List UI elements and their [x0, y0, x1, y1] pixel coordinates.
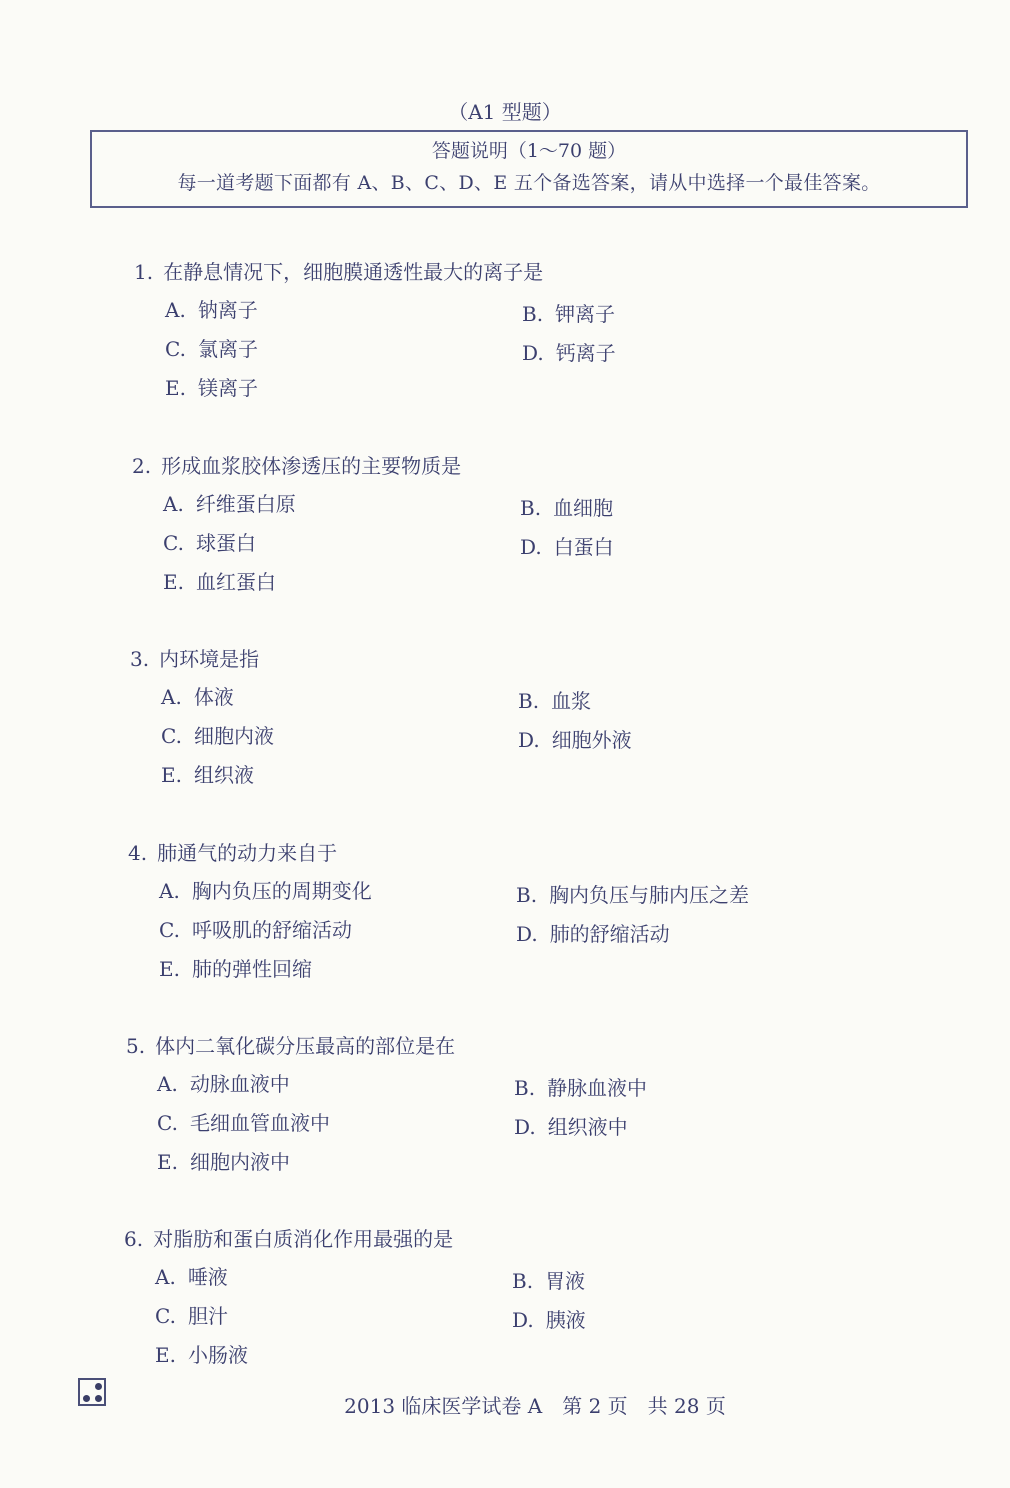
option-c	[155, 1300, 228, 1329]
option-b	[516, 879, 749, 908]
question-number: 5.	[126, 1034, 146, 1058]
option-letter: E.	[155, 1343, 176, 1367]
option-text: 血浆	[551, 689, 592, 713]
option-text: 血细胞	[553, 496, 614, 520]
option-letter: B.	[516, 883, 538, 907]
option-letter: D.	[520, 535, 542, 559]
option-a	[163, 488, 296, 517]
option-letter: B.	[520, 496, 542, 520]
option-d	[516, 918, 670, 947]
question-number: 4.	[128, 841, 148, 865]
option-text: 呼吸肌的舒缩活动	[191, 918, 352, 942]
instructions-body: 每一道考题下面都有 A、B、C、D、E 五个备选答案，请从中选择一个最佳答案。	[177, 172, 881, 194]
option-a	[161, 681, 234, 710]
option-letter: D.	[516, 922, 538, 946]
option-e	[165, 372, 258, 401]
option-letter: B.	[514, 1076, 536, 1100]
option-text: 胸内负压的周期变化	[191, 879, 372, 903]
question-1	[0, 256, 1010, 426]
option-c	[161, 720, 274, 749]
option-c	[163, 527, 256, 556]
option-letter: E.	[161, 763, 182, 787]
question-text: 体内二氧化碳分压最高的部位是在	[155, 1034, 456, 1058]
option-text: 静脉血液中	[547, 1076, 648, 1100]
option-letter: B.	[518, 689, 540, 713]
option-letter: A.	[165, 298, 186, 322]
option-text: 唾液	[187, 1265, 228, 1289]
question-text: 形成血浆胶体渗透压的主要物质是	[161, 454, 462, 478]
option-e	[157, 1146, 290, 1175]
option-letter: A.	[163, 492, 184, 516]
question-stem	[132, 450, 461, 479]
option-letter: D.	[522, 341, 544, 365]
option-text: 钾离子	[555, 302, 616, 326]
option-letter: D.	[514, 1115, 536, 1139]
option-text: 组织液中	[547, 1115, 628, 1139]
question-text: 肺通气的动力来自于	[157, 841, 338, 865]
option-text: 纤维蛋白原	[195, 492, 296, 516]
option-text: 血红蛋白	[195, 570, 276, 594]
option-c	[165, 333, 258, 362]
option-d	[514, 1111, 628, 1140]
question-6	[0, 1223, 1010, 1393]
option-text: 肺的舒缩活动	[549, 922, 670, 946]
question-number: 2.	[132, 454, 152, 478]
option-d	[518, 724, 632, 753]
option-text: 钙离子	[555, 341, 616, 365]
option-text: 肺的弹性回缩	[191, 957, 312, 981]
option-d	[522, 337, 616, 366]
option-text: 胃液	[545, 1269, 586, 1293]
question-stem	[126, 1030, 455, 1059]
option-letter: C.	[155, 1304, 176, 1328]
option-a	[157, 1068, 290, 1097]
question-text: 对脂肪和蛋白质消化作用最强的是	[153, 1227, 454, 1251]
option-b	[522, 298, 615, 327]
option-text: 毛细血管血液中	[189, 1111, 330, 1135]
option-text: 细胞内液	[193, 724, 274, 748]
option-letter: D.	[512, 1308, 534, 1332]
option-text: 动脉血液中	[189, 1072, 290, 1096]
question-number: 1.	[134, 260, 154, 284]
option-a	[159, 875, 372, 904]
option-letter: C.	[157, 1111, 178, 1135]
question-stem	[128, 837, 337, 866]
question-number: 6.	[124, 1227, 144, 1251]
option-e	[155, 1339, 248, 1368]
option-letter: A.	[161, 685, 182, 709]
option-a	[155, 1261, 228, 1290]
option-letter: E.	[163, 570, 184, 594]
section-type-heading: （A1 型题）	[448, 100, 562, 124]
option-letter: C.	[163, 531, 184, 555]
option-d	[512, 1304, 586, 1333]
question-text: 在静息情况下，细胞膜通透性最大的离子是	[163, 260, 544, 284]
option-text: 细胞内液中	[189, 1150, 290, 1174]
option-e	[163, 566, 276, 595]
option-b	[514, 1072, 647, 1101]
option-text: 氯离子	[197, 337, 258, 361]
option-c	[157, 1107, 330, 1136]
option-b	[520, 492, 613, 521]
question-stem	[134, 256, 543, 285]
option-letter: A.	[159, 879, 180, 903]
option-text: 钠离子	[197, 298, 258, 322]
option-letter: C.	[165, 337, 186, 361]
option-b	[512, 1265, 585, 1294]
option-text: 组织液	[193, 763, 254, 787]
question-5	[0, 1030, 1010, 1200]
instructions-box	[90, 130, 968, 208]
option-letter: B.	[522, 302, 544, 326]
question-number: 3.	[130, 647, 150, 671]
option-text: 细胞外液	[551, 728, 632, 752]
option-letter: C.	[159, 918, 180, 942]
option-letter: B.	[512, 1269, 534, 1293]
option-text: 球蛋白	[195, 531, 256, 555]
option-e	[159, 953, 312, 982]
option-letter: D.	[518, 728, 540, 752]
option-b	[518, 685, 591, 714]
question-3	[0, 643, 1010, 813]
option-text: 白蛋白	[553, 535, 614, 559]
option-letter: C.	[161, 724, 182, 748]
question-4	[0, 837, 1010, 1007]
option-letter: E.	[165, 376, 186, 400]
option-text: 体液	[193, 685, 234, 709]
option-text: 镁离子	[197, 376, 258, 400]
option-letter: A.	[155, 1265, 176, 1289]
option-text: 胸内负压与肺内压之差	[549, 883, 750, 907]
option-a	[165, 294, 258, 323]
option-text: 胰液	[545, 1308, 586, 1332]
option-text: 小肠液	[187, 1343, 248, 1367]
page-footer: 2013 临床医学试卷 A 第 2 页 共 28 页	[344, 1394, 726, 1418]
option-text: 胆汁	[187, 1304, 228, 1328]
option-letter: A.	[157, 1072, 178, 1096]
question-stem	[124, 1223, 453, 1252]
option-letter: E.	[157, 1150, 178, 1174]
option-e	[161, 759, 254, 788]
question-2	[0, 450, 1010, 620]
option-c	[159, 914, 352, 943]
option-letter: E.	[159, 957, 180, 981]
question-stem	[130, 643, 259, 672]
question-text: 内环境是指	[159, 647, 260, 671]
option-d	[520, 531, 614, 560]
instructions-title: 答题说明（1～70 题）	[431, 140, 627, 162]
